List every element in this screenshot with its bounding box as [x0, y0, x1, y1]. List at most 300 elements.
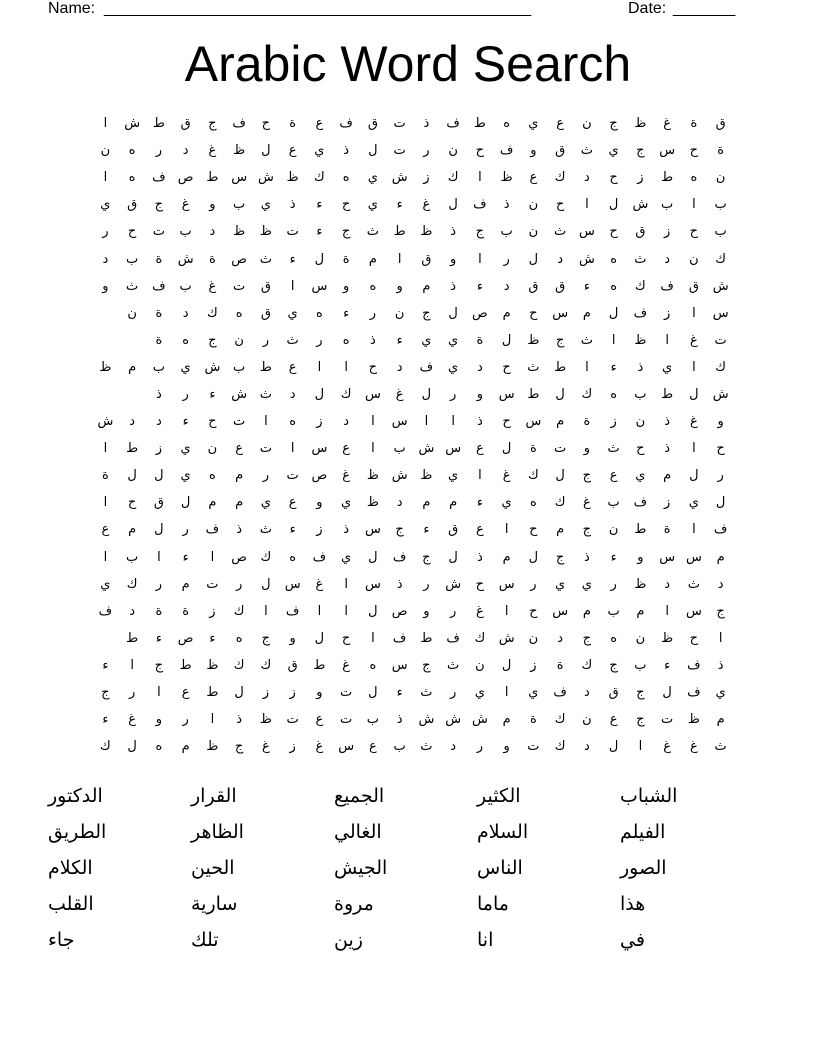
grid-cell[interactable]: م: [502, 305, 511, 321]
grid-cell[interactable]: ا: [504, 603, 509, 619]
grid-cell[interactable]: ة: [342, 251, 350, 267]
grid-cell[interactable]: س: [552, 603, 569, 619]
grid-cell[interactable]: ز: [663, 305, 671, 321]
grid-cell[interactable]: ل: [448, 197, 458, 213]
grid-cell[interactable]: ع: [315, 116, 324, 132]
grid-cell[interactable]: ع: [181, 685, 190, 701]
grid-cell[interactable]: ث: [687, 576, 700, 592]
grid-cell[interactable]: ب: [179, 278, 192, 294]
grid-cell[interactable]: ل: [314, 386, 325, 402]
grid-cell[interactable]: ه: [315, 305, 323, 321]
grid-cell[interactable]: ي: [474, 685, 485, 701]
grid-cell[interactable]: ة: [155, 305, 163, 321]
grid-cell[interactable]: ر: [503, 251, 510, 267]
grid-cell[interactable]: ف: [392, 549, 407, 565]
grid-cell[interactable]: ي: [448, 359, 459, 375]
grid-cell[interactable]: ر: [476, 739, 484, 755]
grid-cell[interactable]: ن: [689, 251, 699, 267]
grid-cell[interactable]: ب: [393, 441, 406, 457]
grid-cell[interactable]: ج: [422, 305, 431, 321]
grid-cell[interactable]: ش: [471, 712, 488, 728]
grid-cell[interactable]: ذ: [717, 657, 724, 673]
grid-cell[interactable]: ه: [182, 332, 190, 348]
grid-cell[interactable]: ء: [102, 657, 109, 673]
grid-cell[interactable]: ب: [714, 197, 727, 213]
grid-cell[interactable]: د: [129, 414, 136, 430]
grid-cell[interactable]: ء: [664, 657, 671, 673]
grid-cell[interactable]: د: [289, 386, 296, 402]
grid-cell[interactable]: غ: [208, 143, 217, 159]
grid-cell[interactable]: ح: [716, 441, 725, 457]
grid-cell[interactable]: ص: [311, 468, 328, 484]
grid-cell[interactable]: ه: [690, 170, 698, 186]
grid-cell[interactable]: و: [423, 603, 430, 619]
grid-cell[interactable]: ع: [288, 143, 297, 159]
grid-cell[interactable]: ح: [689, 224, 699, 240]
grid-cell[interactable]: ط: [152, 116, 165, 132]
grid-cell[interactable]: س: [311, 441, 328, 457]
grid-cell[interactable]: ر: [530, 576, 537, 592]
grid-cell[interactable]: ق: [635, 224, 646, 240]
grid-cell[interactable]: ه: [235, 630, 243, 646]
grid-cell[interactable]: ل: [180, 495, 191, 511]
grid-cell[interactable]: ق: [715, 116, 726, 132]
grid-cell[interactable]: ت: [233, 278, 246, 294]
grid-cell[interactable]: س: [498, 386, 515, 402]
grid-cell[interactable]: ق: [421, 251, 432, 267]
grid-cell[interactable]: ذ: [289, 197, 296, 213]
grid-cell[interactable]: ه: [155, 739, 163, 755]
grid-cell[interactable]: ا: [692, 522, 696, 538]
grid-cell[interactable]: ا: [157, 685, 161, 701]
grid-cell[interactable]: ح: [529, 603, 538, 619]
grid-cell[interactable]: د: [583, 739, 590, 755]
grid-cell[interactable]: ك: [260, 657, 272, 673]
grid-cell[interactable]: ج: [261, 630, 271, 646]
grid-cell[interactable]: ء: [155, 630, 162, 646]
grid-cell[interactable]: ذ: [236, 712, 243, 728]
grid-cell[interactable]: ح: [341, 197, 351, 213]
grid-cell[interactable]: ء: [343, 305, 350, 321]
grid-cell[interactable]: ة: [556, 657, 564, 673]
grid-cell[interactable]: ع: [476, 522, 484, 538]
grid-cell[interactable]: ا: [451, 414, 455, 430]
grid-cell[interactable]: غ: [663, 116, 672, 132]
grid-cell[interactable]: ذ: [450, 278, 457, 294]
grid-cell[interactable]: ث: [554, 224, 567, 240]
grid-cell[interactable]: ل: [154, 468, 164, 484]
grid-cell[interactable]: ه: [529, 495, 537, 511]
grid-cell[interactable]: ح: [127, 495, 137, 511]
grid-cell[interactable]: ا: [290, 441, 295, 457]
grid-cell[interactable]: ه: [289, 414, 297, 430]
grid-cell[interactable]: ت: [233, 414, 246, 430]
grid-cell[interactable]: ة: [182, 603, 190, 619]
grid-cell[interactable]: ء: [396, 332, 403, 348]
grid-cell[interactable]: ذ: [423, 116, 430, 132]
grid-cell[interactable]: ق: [555, 278, 566, 294]
grid-cell[interactable]: و: [102, 278, 109, 294]
grid-cell[interactable]: ح: [529, 522, 538, 538]
grid-cell[interactable]: ط: [473, 116, 486, 132]
grid-cell[interactable]: ت: [340, 712, 353, 728]
grid-cell[interactable]: ة: [155, 332, 163, 348]
grid-cell[interactable]: ب: [607, 495, 620, 511]
grid-cell[interactable]: ر: [262, 468, 270, 484]
grid-cell[interactable]: ء: [209, 630, 216, 646]
grid-cell[interactable]: ف: [446, 630, 460, 646]
grid-cell[interactable]: ز: [155, 441, 163, 457]
grid-cell[interactable]: ف: [152, 170, 166, 186]
grid-cell[interactable]: م: [368, 251, 377, 267]
grid-cell[interactable]: ظ: [420, 468, 433, 484]
grid-cell[interactable]: ن: [528, 224, 539, 240]
grid-cell[interactable]: غ: [690, 739, 698, 755]
grid-cell[interactable]: و: [637, 549, 644, 565]
grid-cell[interactable]: ا: [478, 468, 482, 484]
grid-cell[interactable]: ا: [504, 685, 509, 701]
grid-cell[interactable]: ج: [475, 224, 485, 240]
grid-cell[interactable]: ل: [234, 685, 244, 701]
grid-cell[interactable]: ظ: [233, 143, 246, 159]
grid-cell[interactable]: ي: [180, 441, 191, 457]
grid-cell[interactable]: م: [449, 495, 458, 511]
grid-cell[interactable]: ه: [289, 549, 297, 565]
grid-cell[interactable]: ر: [449, 603, 457, 619]
grid-cell[interactable]: ح: [475, 143, 485, 159]
grid-cell[interactable]: ج: [609, 657, 618, 673]
grid-cell[interactable]: م: [582, 603, 591, 619]
grid-cell[interactable]: ق: [608, 685, 619, 701]
grid-cell[interactable]: ا: [317, 603, 322, 619]
grid-cell[interactable]: ل: [608, 739, 619, 755]
grid-cell[interactable]: ذ: [369, 332, 376, 348]
grid-cell[interactable]: ك: [126, 576, 138, 592]
grid-cell[interactable]: ج: [609, 116, 618, 132]
grid-cell[interactable]: ا: [397, 251, 402, 267]
grid-cell[interactable]: ث: [259, 522, 272, 538]
grid-cell[interactable]: ا: [692, 305, 696, 321]
grid-cell[interactable]: ظ: [634, 116, 647, 132]
grid-cell[interactable]: ف: [660, 278, 674, 294]
grid-cell[interactable]: م: [181, 739, 190, 755]
grid-cell[interactable]: ل: [368, 603, 378, 619]
grid-cell[interactable]: ج: [716, 603, 725, 619]
grid-cell[interactable]: ك: [528, 468, 539, 484]
grid-cell[interactable]: ش: [257, 170, 274, 186]
grid-cell[interactable]: ف: [687, 657, 701, 673]
grid-cell[interactable]: ث: [580, 332, 593, 348]
grid-cell[interactable]: د: [583, 685, 590, 701]
grid-cell[interactable]: ح: [636, 441, 645, 457]
grid-cell[interactable]: ج: [582, 630, 592, 646]
grid-cell[interactable]: ة: [101, 468, 109, 484]
grid-cell[interactable]: م: [556, 414, 565, 430]
grid-cell[interactable]: ش: [418, 712, 435, 728]
grid-cell[interactable]: ظ: [259, 224, 272, 240]
grid-cell[interactable]: ز: [530, 657, 537, 673]
grid-cell[interactable]: ش: [498, 630, 515, 646]
grid-cell[interactable]: ن: [528, 630, 539, 646]
grid-cell[interactable]: ر: [449, 386, 457, 402]
grid-cell[interactable]: ء: [182, 414, 189, 430]
grid-cell[interactable]: ش: [177, 251, 194, 267]
grid-cell[interactable]: ل: [528, 251, 539, 267]
grid-cell[interactable]: ذ: [396, 576, 403, 592]
grid-cell[interactable]: غ: [315, 739, 324, 755]
grid-cell[interactable]: ت: [554, 441, 567, 457]
grid-cell[interactable]: ء: [476, 278, 483, 294]
grid-cell[interactable]: ب: [634, 386, 647, 402]
grid-cell[interactable]: ش: [124, 116, 141, 132]
grid-cell[interactable]: ك: [260, 549, 272, 565]
grid-cell[interactable]: م: [181, 576, 190, 592]
grid-cell[interactable]: ع: [609, 712, 618, 728]
grid-cell[interactable]: ل: [421, 386, 432, 402]
grid-cell[interactable]: ف: [98, 603, 113, 619]
grid-cell[interactable]: ك: [715, 251, 726, 267]
grid-cell[interactable]: ق: [555, 143, 566, 159]
grid-cell[interactable]: د: [155, 414, 162, 430]
grid-cell[interactable]: ل: [368, 143, 378, 159]
grid-cell[interactable]: ه: [610, 386, 618, 402]
grid-cell[interactable]: ي: [715, 685, 726, 701]
grid-cell[interactable]: ع: [288, 495, 297, 511]
grid-cell[interactable]: ن: [207, 441, 218, 457]
grid-cell[interactable]: ع: [369, 739, 377, 755]
grid-cell[interactable]: ف: [232, 116, 246, 132]
grid-cell[interactable]: ن: [528, 197, 539, 213]
grid-cell[interactable]: م: [422, 278, 431, 294]
grid-cell[interactable]: ش: [445, 576, 462, 592]
grid-cell[interactable]: ل: [501, 441, 512, 457]
grid-cell[interactable]: غ: [583, 495, 591, 511]
grid-cell[interactable]: ر: [262, 332, 270, 348]
grid-cell[interactable]: ظ: [420, 224, 433, 240]
grid-cell[interactable]: ا: [210, 712, 215, 728]
grid-cell[interactable]: ا: [371, 414, 375, 430]
grid-cell[interactable]: ت: [259, 441, 272, 457]
grid-cell[interactable]: ش: [712, 386, 729, 402]
grid-cell[interactable]: ق: [448, 522, 459, 538]
grid-cell[interactable]: ك: [715, 359, 726, 375]
grid-cell[interactable]: غ: [315, 576, 324, 592]
grid-cell[interactable]: ك: [581, 386, 593, 402]
grid-cell[interactable]: غ: [690, 414, 698, 430]
grid-cell[interactable]: ه: [342, 170, 350, 186]
grid-cell[interactable]: ة: [663, 522, 671, 538]
grid-cell[interactable]: ا: [103, 116, 108, 132]
grid-cell[interactable]: ب: [233, 197, 246, 213]
grid-cell[interactable]: د: [450, 739, 457, 755]
grid-cell[interactable]: غ: [395, 386, 404, 402]
grid-cell[interactable]: غ: [502, 468, 511, 484]
grid-cell[interactable]: س: [712, 305, 729, 321]
grid-cell[interactable]: ب: [179, 224, 192, 240]
grid-cell[interactable]: ف: [446, 116, 460, 132]
grid-cell[interactable]: م: [502, 549, 511, 565]
grid-cell[interactable]: س: [659, 549, 676, 565]
grid-cell[interactable]: ر: [128, 685, 136, 701]
grid-cell[interactable]: ز: [316, 522, 323, 538]
grid-cell[interactable]: ء: [583, 278, 590, 294]
grid-cell[interactable]: غ: [181, 197, 190, 213]
grid-cell[interactable]: ز: [209, 603, 216, 619]
grid-cell[interactable]: و: [209, 197, 216, 213]
grid-cell[interactable]: ذ: [664, 414, 671, 430]
grid-cell[interactable]: د: [476, 359, 483, 375]
grid-cell[interactable]: ك: [474, 630, 486, 646]
grid-cell[interactable]: ه: [208, 468, 216, 484]
grid-cell[interactable]: س: [552, 305, 569, 321]
grid-cell[interactable]: ا: [585, 197, 589, 213]
grid-cell[interactable]: ل: [608, 305, 619, 321]
grid-cell[interactable]: ة: [690, 116, 698, 132]
grid-cell[interactable]: غ: [128, 712, 137, 728]
grid-cell[interactable]: ك: [233, 657, 245, 673]
grid-cell[interactable]: ق: [260, 305, 271, 321]
grid-cell[interactable]: ق: [287, 657, 298, 673]
grid-cell[interactable]: ا: [103, 495, 108, 511]
grid-cell[interactable]: ش: [418, 441, 435, 457]
grid-cell[interactable]: س: [231, 170, 248, 186]
grid-cell[interactable]: ك: [554, 712, 566, 728]
grid-cell[interactable]: ي: [528, 685, 539, 701]
grid-cell[interactable]: ا: [210, 549, 215, 565]
grid-cell[interactable]: غ: [262, 739, 270, 755]
grid-cell[interactable]: ظ: [661, 630, 674, 646]
grid-cell[interactable]: ا: [371, 441, 375, 457]
grid-cell[interactable]: د: [557, 630, 564, 646]
grid-cell[interactable]: ص: [231, 251, 247, 267]
grid-cell[interactable]: ط: [259, 359, 272, 375]
grid-cell[interactable]: ي: [260, 197, 271, 213]
grid-cell[interactable]: ح: [689, 630, 699, 646]
grid-cell[interactable]: ج: [555, 332, 565, 348]
grid-cell[interactable]: س: [311, 278, 328, 294]
grid-cell[interactable]: ظ: [687, 712, 700, 728]
grid-cell[interactable]: ظ: [259, 712, 272, 728]
grid-cell[interactable]: ي: [635, 468, 646, 484]
grid-cell[interactable]: د: [396, 359, 403, 375]
grid-cell[interactable]: ش: [231, 386, 248, 402]
grid-cell[interactable]: ء: [396, 197, 403, 213]
grid-cell[interactable]: ر: [449, 685, 457, 701]
grid-cell[interactable]: ج: [154, 197, 164, 213]
grid-cell[interactable]: ف: [392, 630, 407, 646]
grid-cell[interactable]: ج: [101, 685, 110, 701]
grid-cell[interactable]: ك: [635, 278, 646, 294]
grid-cell[interactable]: ه: [369, 278, 377, 294]
grid-cell[interactable]: ي: [367, 197, 378, 213]
grid-cell[interactable]: ذ: [155, 386, 162, 402]
grid-cell[interactable]: م: [716, 712, 725, 728]
grid-cell[interactable]: ج: [582, 522, 592, 538]
grid-cell[interactable]: ل: [689, 386, 699, 402]
grid-cell[interactable]: ث: [420, 685, 433, 701]
grid-cell[interactable]: ة: [289, 116, 297, 132]
grid-cell[interactable]: ا: [290, 278, 295, 294]
grid-cell[interactable]: ق: [528, 278, 539, 294]
grid-cell[interactable]: م: [582, 305, 591, 321]
grid-cell[interactable]: ر: [182, 386, 189, 402]
grid-cell[interactable]: ز: [610, 414, 617, 430]
grid-cell[interactable]: م: [502, 712, 511, 728]
grid-cell[interactable]: ر: [423, 576, 430, 592]
grid-cell[interactable]: ة: [717, 143, 725, 159]
grid-cell[interactable]: س: [445, 441, 462, 457]
grid-cell[interactable]: ذ: [637, 359, 644, 375]
grid-cell[interactable]: ك: [100, 739, 111, 755]
grid-cell[interactable]: د: [717, 576, 724, 592]
grid-cell[interactable]: ص: [231, 549, 247, 565]
grid-cell[interactable]: ن: [715, 170, 726, 186]
grid-cell[interactable]: ي: [555, 576, 566, 592]
grid-cell[interactable]: ء: [476, 495, 483, 511]
grid-cell[interactable]: ف: [499, 143, 514, 159]
grid-cell[interactable]: ا: [371, 630, 375, 646]
grid-cell[interactable]: ظ: [99, 359, 112, 375]
grid-cell[interactable]: ر: [102, 224, 109, 240]
grid-cell[interactable]: ت: [714, 332, 727, 348]
grid-cell[interactable]: ا: [638, 739, 643, 755]
grid-cell[interactable]: س: [578, 224, 595, 240]
grid-cell[interactable]: ح: [609, 170, 618, 186]
grid-cell[interactable]: و: [530, 143, 537, 159]
grid-cell[interactable]: ث: [259, 251, 272, 267]
grid-cell[interactable]: م: [128, 359, 137, 375]
grid-cell[interactable]: ح: [689, 143, 699, 159]
grid-cell[interactable]: ي: [314, 143, 325, 159]
grid-cell[interactable]: ا: [665, 332, 669, 348]
grid-cell[interactable]: ج: [395, 522, 404, 538]
grid-cell[interactable]: ن: [608, 522, 619, 538]
grid-cell[interactable]: ي: [287, 305, 298, 321]
grid-cell[interactable]: ط: [179, 657, 192, 673]
grid-cell[interactable]: ذ: [476, 414, 483, 430]
grid-cell[interactable]: ا: [264, 603, 268, 619]
grid-cell[interactable]: ء: [289, 251, 296, 267]
grid-cell[interactable]: ت: [286, 224, 299, 240]
grid-cell[interactable]: ح: [502, 414, 511, 430]
grid-cell[interactable]: ذ: [343, 522, 350, 538]
grid-cell[interactable]: ة: [155, 603, 163, 619]
grid-cell[interactable]: ث: [420, 739, 433, 755]
grid-cell[interactable]: ط: [420, 630, 433, 646]
grid-cell[interactable]: ا: [504, 522, 509, 538]
grid-cell[interactable]: ت: [393, 116, 406, 132]
grid-cell[interactable]: ل: [154, 522, 164, 538]
grid-cell[interactable]: ا: [157, 549, 161, 565]
grid-cell[interactable]: ء: [209, 386, 216, 402]
grid-cell[interactable]: ف: [205, 522, 220, 538]
grid-cell[interactable]: م: [556, 522, 565, 538]
grid-cell[interactable]: ر: [155, 576, 163, 592]
grid-cell[interactable]: ج: [154, 657, 164, 673]
grid-cell[interactable]: ب: [366, 712, 379, 728]
grid-cell[interactable]: ل: [448, 305, 458, 321]
grid-cell[interactable]: ذ: [450, 224, 457, 240]
grid-cell[interactable]: ك: [554, 495, 566, 511]
grid-cell[interactable]: ه: [342, 332, 350, 348]
grid-cell[interactable]: ف: [339, 116, 353, 132]
grid-cell[interactable]: و: [583, 441, 591, 457]
grid-cell[interactable]: ث: [527, 359, 540, 375]
grid-cell[interactable]: ا: [692, 441, 696, 457]
grid-cell[interactable]: ذ: [583, 549, 590, 565]
grid-cell[interactable]: ن: [394, 305, 405, 321]
grid-cell[interactable]: ك: [314, 170, 325, 186]
